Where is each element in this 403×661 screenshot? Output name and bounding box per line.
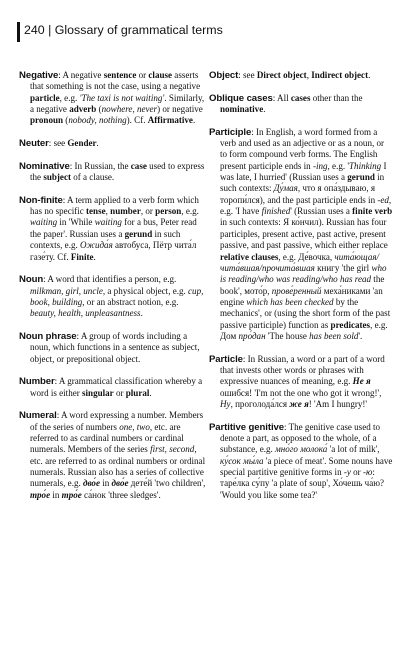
definition-run: . xyxy=(263,104,266,115)
header-rule xyxy=(17,22,20,42)
definition-run: plural xyxy=(125,387,150,398)
definition-run: , xyxy=(105,206,111,217)
definition-run: ! 'Am I hungry!' xyxy=(308,398,368,409)
definition-run: nominative xyxy=(220,104,264,115)
definition-run: subject xyxy=(43,172,71,183)
definition-run: waiting xyxy=(30,217,58,228)
definition-run: adverb xyxy=(69,104,97,115)
glossary-entry xyxy=(19,70,206,127)
definition-run: , xyxy=(306,70,312,80)
definition-run: : таре́лка су́пу 'a plate of soup', Хо́чешь ча́ю? 'Would you like some tea?' xyxy=(220,467,385,500)
definition-run: milkman, girl, uncle xyxy=(30,285,103,296)
entry-term: Particle xyxy=(209,353,243,365)
definition-run: by the mechanics', or (using the short form of the past passive participle) function as xyxy=(220,296,391,330)
definition-run: , or xyxy=(140,206,156,217)
entry-term: Noun phrase xyxy=(19,330,77,342)
definition-run: nobody, nothing xyxy=(68,115,127,126)
definition-run: cup, book, building xyxy=(30,285,204,307)
definition-run: , a physical object, e.g. xyxy=(102,285,189,296)
entry-definition xyxy=(220,354,385,409)
definition-run: in xyxy=(99,478,112,489)
definition-run: Gender xyxy=(67,138,97,149)
definition-run: first, second xyxy=(150,444,195,455)
definition-run: меха́никами 'an engine xyxy=(220,285,383,307)
definition-run: in xyxy=(50,489,62,500)
definition-run: . xyxy=(192,115,196,126)
definition-run: мно́го молока́ xyxy=(275,444,328,455)
definition-run: ку́сок мы́ла xyxy=(220,455,264,466)
entry-definition xyxy=(30,376,202,397)
definition-run: who is reading/who was reading/who has read xyxy=(220,262,387,285)
definition-run: 'a piece of meat'. Some nouns have special partitive genitive forms in xyxy=(220,455,393,478)
definition-run: particle xyxy=(30,92,60,103)
definition-run: -ing xyxy=(312,160,328,171)
definition-run: number xyxy=(110,206,141,217)
definition-run: one, two xyxy=(119,421,150,432)
definition-run: clause xyxy=(148,70,173,80)
entry-term: Neuter xyxy=(19,138,49,150)
page-header-text: 240 | Glossary of grammatical terms xyxy=(24,23,223,37)
definition-run: case xyxy=(130,160,147,171)
entry-term: Nominative xyxy=(19,160,70,172)
definition-run: 'The taxi is not waiting' xyxy=(79,92,165,103)
definition-run: : A grammatical classification whereby a word is either xyxy=(30,376,203,398)
definition-run: I was late, I hurried' (Russian uses a xyxy=(220,160,387,183)
glossary-entry xyxy=(19,161,206,184)
definition-run: ( xyxy=(96,104,102,115)
definition-run: дво́е xyxy=(83,478,100,489)
definition-run: has been sold xyxy=(309,330,359,341)
definition-run: asserts that something is not the case, using a negative xyxy=(30,70,201,92)
definition-run: чита́ющая/чита́вшая/прочита́вшая xyxy=(220,251,380,273)
definition-run: , or an abstract notion, e.g. xyxy=(82,296,179,307)
definition-run: tense xyxy=(86,206,106,217)
definition-run: : In Russian, a word or a part of a word that invests other words or phrases with expressive nuances of meaning, e.g. xyxy=(220,353,385,387)
definition-run: relative clauses xyxy=(220,251,279,262)
definition-run: for a bus, Peter read the paper'. Russian uses a xyxy=(30,217,197,239)
entry-definition xyxy=(238,70,370,80)
definition-run: : see xyxy=(238,70,257,80)
definition-run: ' (Russian uses a xyxy=(290,206,353,217)
definition-run: автобуса, Пётр чита́л газе́ту. Cf. xyxy=(30,240,197,262)
definition-run: Finite xyxy=(70,251,94,262)
definition-run: in such contexts, e.g. xyxy=(30,228,181,251)
definition-run: which has been checked xyxy=(246,296,334,307)
glossary-entry xyxy=(19,274,206,319)
definition-run: gerund xyxy=(347,172,375,183)
definition-run: used to express the xyxy=(30,160,205,183)
definition-run: Ду́мая xyxy=(273,183,298,194)
definition-run: pronoun xyxy=(30,115,64,126)
definition-run: : see xyxy=(48,138,68,149)
definition-run: -ed xyxy=(377,194,389,205)
glossary-entry xyxy=(209,70,393,81)
entry-term: Number xyxy=(19,376,55,388)
definition-run: in 'While xyxy=(57,217,95,228)
definition-run: gerund xyxy=(124,228,153,239)
definition-run: . xyxy=(96,138,99,149)
glossary-entry xyxy=(19,331,206,365)
definition-run: . xyxy=(149,387,152,398)
glossary-entry xyxy=(209,422,393,501)
definition-run: or xyxy=(113,387,126,398)
definition-run: : A word expressing a number. Members of the series of numbers xyxy=(30,410,204,432)
entry-definition xyxy=(30,410,205,499)
entry-term: Noun xyxy=(19,274,44,286)
definition-run: ) or negative xyxy=(157,104,203,115)
glossary-entry xyxy=(19,410,206,501)
definition-run: тро́е xyxy=(61,489,82,500)
definition-run: : The genitive case used to denote a part, as opposed to the whole, of a substance, e.g. xyxy=(220,421,381,455)
definition-run: Не я xyxy=(352,376,371,387)
entry-term: Numeral xyxy=(19,410,57,422)
definition-run: nowhere, never xyxy=(101,104,158,115)
definition-run: of a clause. xyxy=(70,172,115,183)
definition-run: or xyxy=(136,70,149,80)
definition-run: Direct object xyxy=(256,70,307,80)
glossary-entry xyxy=(209,127,393,343)
definition-run: -ю xyxy=(362,467,373,478)
definition-run: , проголода́лся xyxy=(230,398,290,409)
definition-run: in such contexts: Я ко́нчил). Russian has four participles, present active, past active, present passive, and past passive, which either replace xyxy=(220,217,388,251)
definition-run: : All xyxy=(272,92,291,103)
definition-run: 'a lot of milk', xyxy=(327,444,380,455)
definition-run: waiting xyxy=(94,217,122,228)
definition-run: predicates xyxy=(330,319,371,330)
definition-run: , etc. are referred to as ordinal numbers or ordinal numerals. Russian also has a series of collective numerals, e.g. xyxy=(30,444,206,489)
definition-run: -у xyxy=(343,467,351,478)
definition-run: са́нок 'three sledges'. xyxy=(81,489,161,500)
definition-run: : A word that identifies a person, e.g. xyxy=(43,274,177,285)
definition-run: , e.g. xyxy=(181,206,199,217)
entry-term: Negative xyxy=(19,70,59,81)
definition-run: singular xyxy=(82,387,114,398)
definition-run: sentence xyxy=(103,70,137,80)
definition-run: : In English, a word formed from a verb and used as an adjective or as a noun, or to form compound verb forms. The English present participle ends in xyxy=(220,126,385,171)
definition-run: '. xyxy=(358,330,363,341)
definition-run: beauty, health, unpleasantness xyxy=(30,308,141,319)
definition-run: Ожида́я xyxy=(80,240,113,251)
definition-run: or xyxy=(350,467,363,478)
definition-run: finite verb xyxy=(352,206,393,217)
entry-definition xyxy=(220,127,392,341)
definition-run: Thinking xyxy=(349,160,382,171)
definition-run: ( xyxy=(63,115,69,126)
definition-run: , etc. are referred to as cardinal numbers or cardinal numerals. Members of the series xyxy=(30,421,184,455)
entry-definition xyxy=(220,422,392,500)
definition-run: дете́й 'two children', xyxy=(128,478,206,489)
definition-run: person xyxy=(155,206,182,217)
definition-run: . Similarly, a negative xyxy=(30,92,205,115)
definition-run: : In Russian, the xyxy=(69,160,131,171)
definition-run: , что я опа́здываю, я торопи́лся), and the past participle ends in xyxy=(220,183,378,205)
definition-run: , e.g. Де́вочка, xyxy=(278,251,335,262)
definition-run: книгу 'the girl xyxy=(314,262,372,273)
entry-definition xyxy=(30,274,203,318)
entry-term: Object xyxy=(209,70,239,81)
glossary-left-column xyxy=(19,70,206,512)
entry-term: Non-finite xyxy=(19,194,63,206)
definition-run: Affirmative xyxy=(147,115,193,126)
definition-run: other than the xyxy=(310,92,363,103)
definition-run: дво́е xyxy=(111,478,129,489)
definition-run: ошибся! 'I'm not the one who got it wrong!', xyxy=(220,387,382,398)
definition-run: Ну xyxy=(220,398,231,409)
definition-run: , e.g. ' xyxy=(327,160,350,171)
definition-run: finished xyxy=(261,206,291,217)
definition-run: , e.g. Дом xyxy=(220,319,388,341)
glossary-entry xyxy=(209,354,393,411)
entry-term: Partitive genitive xyxy=(209,421,284,433)
definition-run: 'The house xyxy=(265,330,310,341)
glossary-right-column xyxy=(209,70,393,512)
definition-run: тро́е xyxy=(30,489,51,500)
definition-run: . xyxy=(368,70,371,80)
definition-run: the book', мото́р, xyxy=(220,274,385,296)
definition-run: , e.g. xyxy=(59,92,80,103)
definition-run: : A term applied to a verb form which has no specific xyxy=(30,194,199,217)
definition-run: же я xyxy=(289,398,309,409)
definition-run: . xyxy=(140,308,143,319)
definition-run: : A negative xyxy=(58,70,104,80)
definition-run: Indirect object xyxy=(311,70,369,80)
definition-run: : A group of words including a noun, which functions in a sentence as subject, object, or prepositional object. xyxy=(30,330,200,364)
glossary-entry xyxy=(19,376,206,399)
definition-run: cases xyxy=(290,92,311,103)
definition-run: in such contexts: xyxy=(220,172,385,194)
definition-run: , e.g. 'I have xyxy=(220,194,392,217)
glossary-entry xyxy=(209,93,393,116)
running-header xyxy=(17,19,389,43)
entry-term: Oblique cases xyxy=(209,92,273,104)
definition-run: про́дан xyxy=(238,330,266,341)
entry-term: Participle xyxy=(209,126,252,138)
definition-run: ). Cf. xyxy=(126,115,148,126)
definition-run: . xyxy=(93,251,96,262)
entry-definition xyxy=(49,138,99,148)
glossary-entry xyxy=(19,138,206,149)
definition-run: прове́ренный xyxy=(271,285,322,296)
glossary-entry xyxy=(19,195,206,263)
